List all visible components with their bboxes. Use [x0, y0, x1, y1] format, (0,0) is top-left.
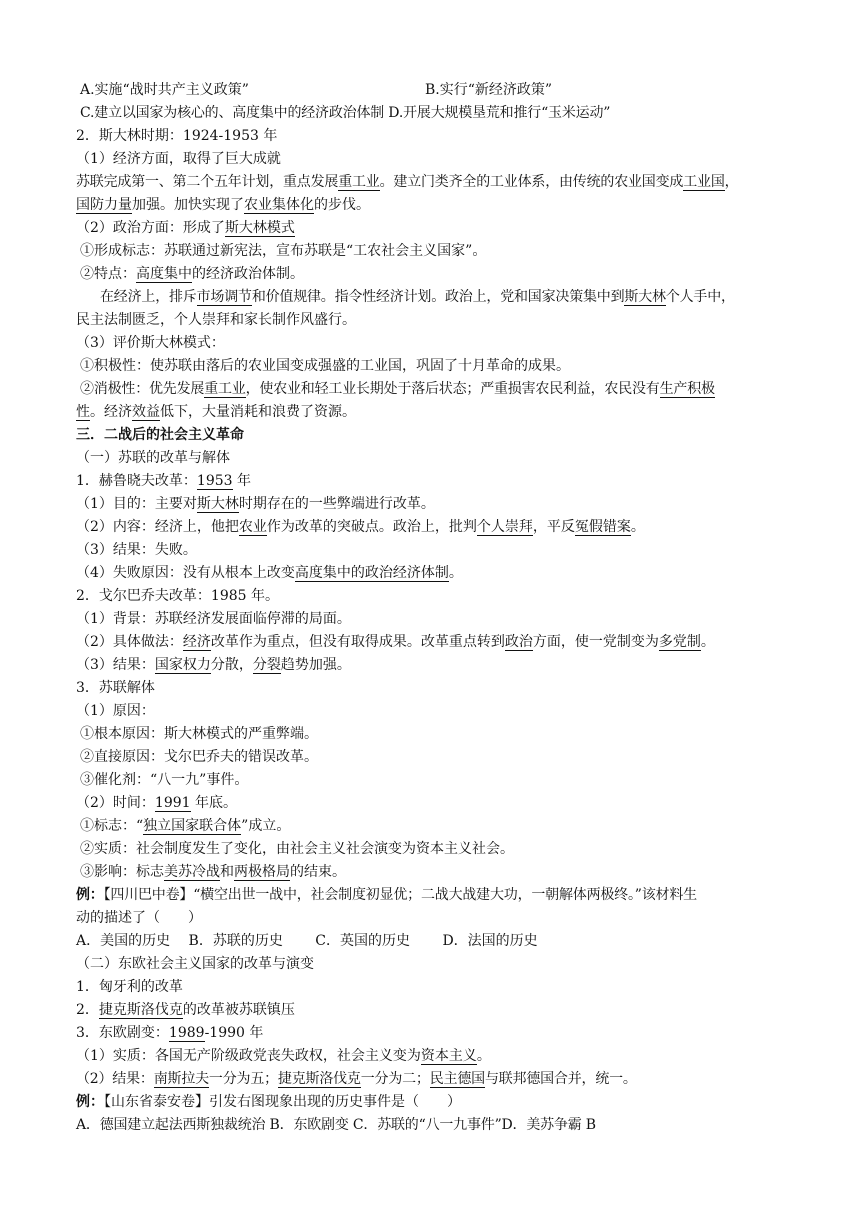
text-line: （2）结果：南斯拉夫一分为五；捷克斯洛伐克一分为二；民主德国与联邦德国合并，统一。 [76, 1071, 637, 1087]
text-line: ①标志：“独立国家联合体”成立。 [80, 818, 291, 834]
text-line: （4）失败原因：没有从根本上改变高度集中的政治经济体制。 [76, 565, 463, 581]
text-line: 性。经济效益低下，大量消耗和浪费了资源。 [76, 404, 356, 420]
text-line: ①积极性：使苏联由落后的农业国变成强盛的工业国，巩固了十月革命的成果。 [80, 358, 570, 374]
example-question: 例：【山东省泰安卷】引发右图现象出现的历史事件是（ ） [76, 1094, 461, 1110]
text-line: （1）目的：主要对斯大林时期存在的一些弊端进行改革。 [76, 496, 435, 512]
text-line: 在经济上，排斥市场调节和价值规律。指令性经济计划。政治上，党和国家决策集中到斯大林个人手中， [100, 289, 735, 305]
text-line: ①形成标志：苏联通过新宪法，宣布苏联是“工农社会主义国家”。 [80, 243, 487, 259]
text-line: ②特点：高度集中的经济政治体制。 [80, 266, 304, 282]
subsection-heading: （一）苏联的改革与解体 [76, 450, 230, 466]
text-line: （2）具体做法：经济改革作为重点，但没有取得成果。改革重点转到政治方面，使一党制变为多党制。 [76, 634, 715, 650]
section-heading: 2．戈尔巴乔夫改革：1985 年。 [76, 588, 279, 604]
section-heading: 1．匈牙利的改革 [76, 979, 183, 995]
section-heading: 1．赫鲁晓夫改革：1953 年 [76, 473, 252, 489]
subsection-heading: （1）经济方面，取得了巨大成就 [76, 151, 281, 167]
answer-options: A．德国建立起法西斯独裁统治 B．东欧剧变 C．苏联的“八一九事件”D．美苏争霸 B [76, 1117, 596, 1133]
subsection-heading: （2）时间：1991 年底。 [76, 795, 238, 811]
subsection-heading: （2）政治方面：形成了斯大林模式 [76, 220, 295, 236]
text-line: ③催化剂：“八一九”事件。 [80, 772, 249, 788]
text-line: （1）背景：苏联经济发展面临停滞的局面。 [76, 611, 351, 627]
text-line: ③影响：标志美苏冷战和两极格局的结束。 [80, 864, 346, 880]
subsection-heading: （3）评价斯大林模式： [76, 335, 225, 351]
text-line: （1）实质：各国无产阶级政党丧失政权，社会主义变为资本主义。 [76, 1048, 491, 1064]
section-heading: 3．苏联解体 [76, 680, 155, 696]
text-line: （2）内容：经济上，他把农业作为改革的突破点。政治上，批判个人崇拜，平反冤假错案。 [76, 519, 645, 535]
text-line: （3）结果：国家权力分散，分裂趋势加强。 [76, 657, 351, 673]
text-line: （3）结果：失败。 [76, 542, 197, 558]
option-a: A.实施“战时共产主义政策” [80, 82, 249, 98]
option-b: B.实行“新经济政策” [425, 82, 553, 98]
subsection-heading: （1）原因： [76, 703, 155, 719]
section-heading: 2．斯大林时期：1924-1953 年 [76, 128, 278, 144]
subsection-heading: （二）东欧社会主义国家的改革与演变 [76, 956, 314, 972]
section-heading: 3．东欧剧变：1989-1990 年 [76, 1025, 264, 1041]
text-line: ①根本原因：斯大林模式的严重弊端。 [80, 726, 318, 742]
example-question: 例：【四川巴中卷】“横空出世一战中，社会制度初显优；二战大战建大功，一朝解体两极终。”该材料生 [76, 887, 697, 903]
text-line: 国防力量加强。加快实现了农业集体化的步伐。 [76, 197, 370, 213]
text-line: 苏联完成第一、第二个五年计划，重点发展重工业。建立门类齐全的工业体系，由传统的农业国变成工业国， [76, 174, 739, 190]
text-line: ②实质：社会制度发生了变化，由社会主义社会演变为资本主义社会。 [80, 841, 514, 857]
option-line [80, 79, 800, 102]
section-heading: 2．捷克斯洛伐克的改革被苏联镇压 [76, 1002, 295, 1018]
answer-options: A．美国的历史 B．苏联的历史 C．英国的历史 D．法国的历史 [76, 933, 538, 949]
example-question: 动的描述了（ ） [76, 910, 202, 926]
text-line: ②直接原因：戈尔巴乔夫的错误改革。 [80, 749, 318, 765]
text-line: ②消极性：优先发展重工业，使农业和轻工业长期处于落后状态；严重损害农民利益，农民没有生产积极 [80, 381, 715, 397]
text-line: 民主法制匮乏，个人崇拜和家长制作风盛行。 [76, 312, 356, 328]
option-line: C.建立以国家为核心的、高度集中的经济政治体制 D.开展大规模垦荒和推行“玉米运动” [80, 105, 611, 121]
chapter-heading: 三．二战后的社会主义革命 [76, 427, 244, 443]
